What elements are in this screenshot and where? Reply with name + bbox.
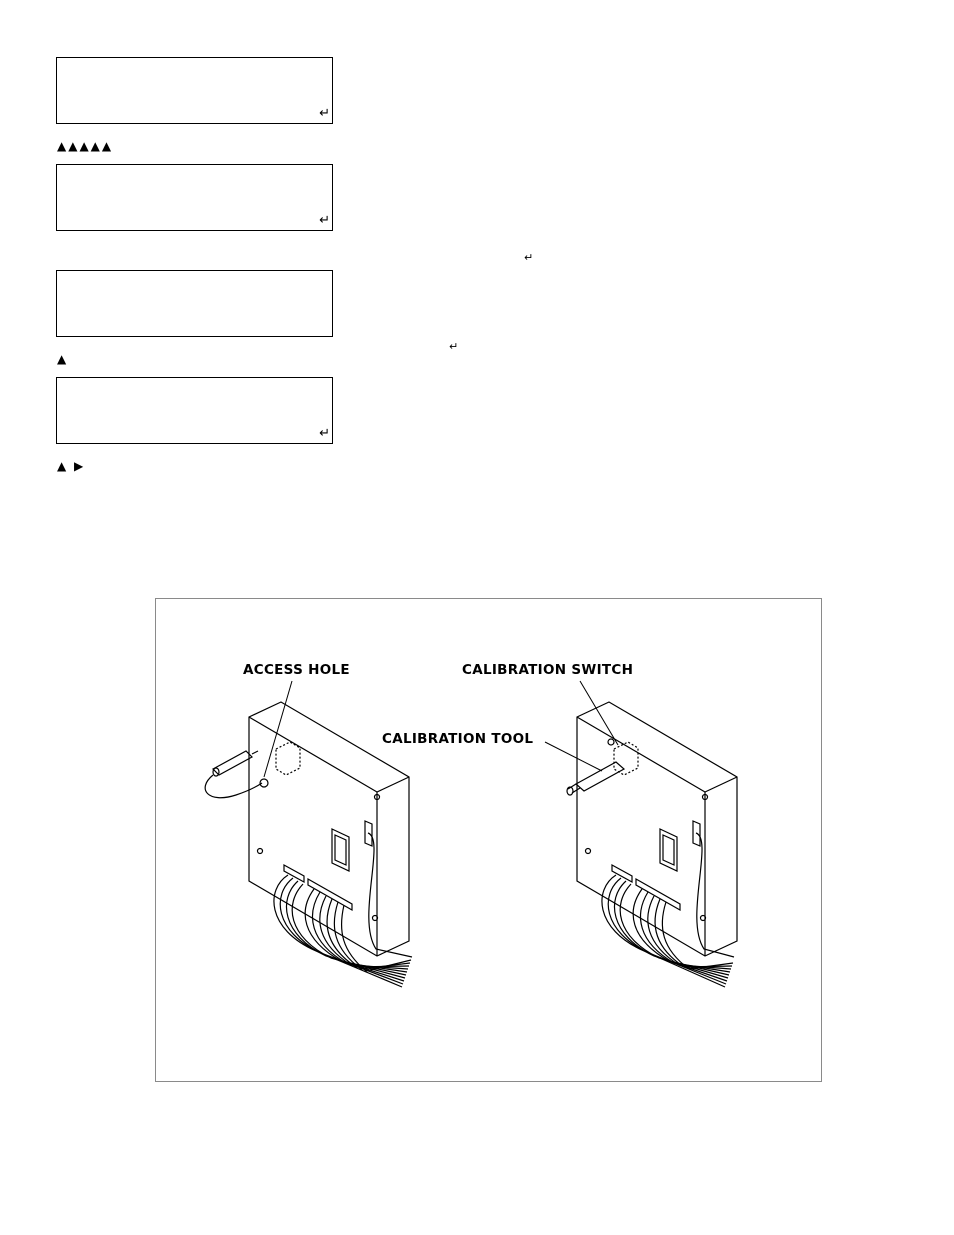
lcd-display-2 bbox=[56, 164, 333, 231]
enter-key-icon: ↵ bbox=[449, 340, 459, 353]
enter-key-icon: ↵ bbox=[319, 106, 330, 121]
key-sequence-up-right-arrows: ▲ ▶ bbox=[57, 459, 86, 473]
enter-key-icon: ↵ bbox=[319, 213, 330, 228]
lcd-display-1 bbox=[56, 57, 333, 124]
key-sequence-up-arrow: ▲ bbox=[57, 352, 69, 366]
enter-key-icon: ↵ bbox=[524, 251, 534, 264]
access-hole-label: ACCESS HOLE bbox=[243, 662, 350, 678]
calibration-tool-label: CALIBRATION TOOL bbox=[382, 731, 534, 747]
lcd-display-3 bbox=[56, 270, 333, 337]
calibration-figure bbox=[155, 598, 822, 1082]
key-sequence-up-arrows: ▲▲▲▲▲ bbox=[57, 139, 114, 153]
right-board bbox=[567, 702, 737, 987]
left-board bbox=[205, 702, 412, 987]
lcd-display-4 bbox=[56, 377, 333, 444]
enter-key-icon: ↵ bbox=[319, 426, 330, 441]
calibration-switch-label: CALIBRATION SWITCH bbox=[462, 662, 634, 678]
